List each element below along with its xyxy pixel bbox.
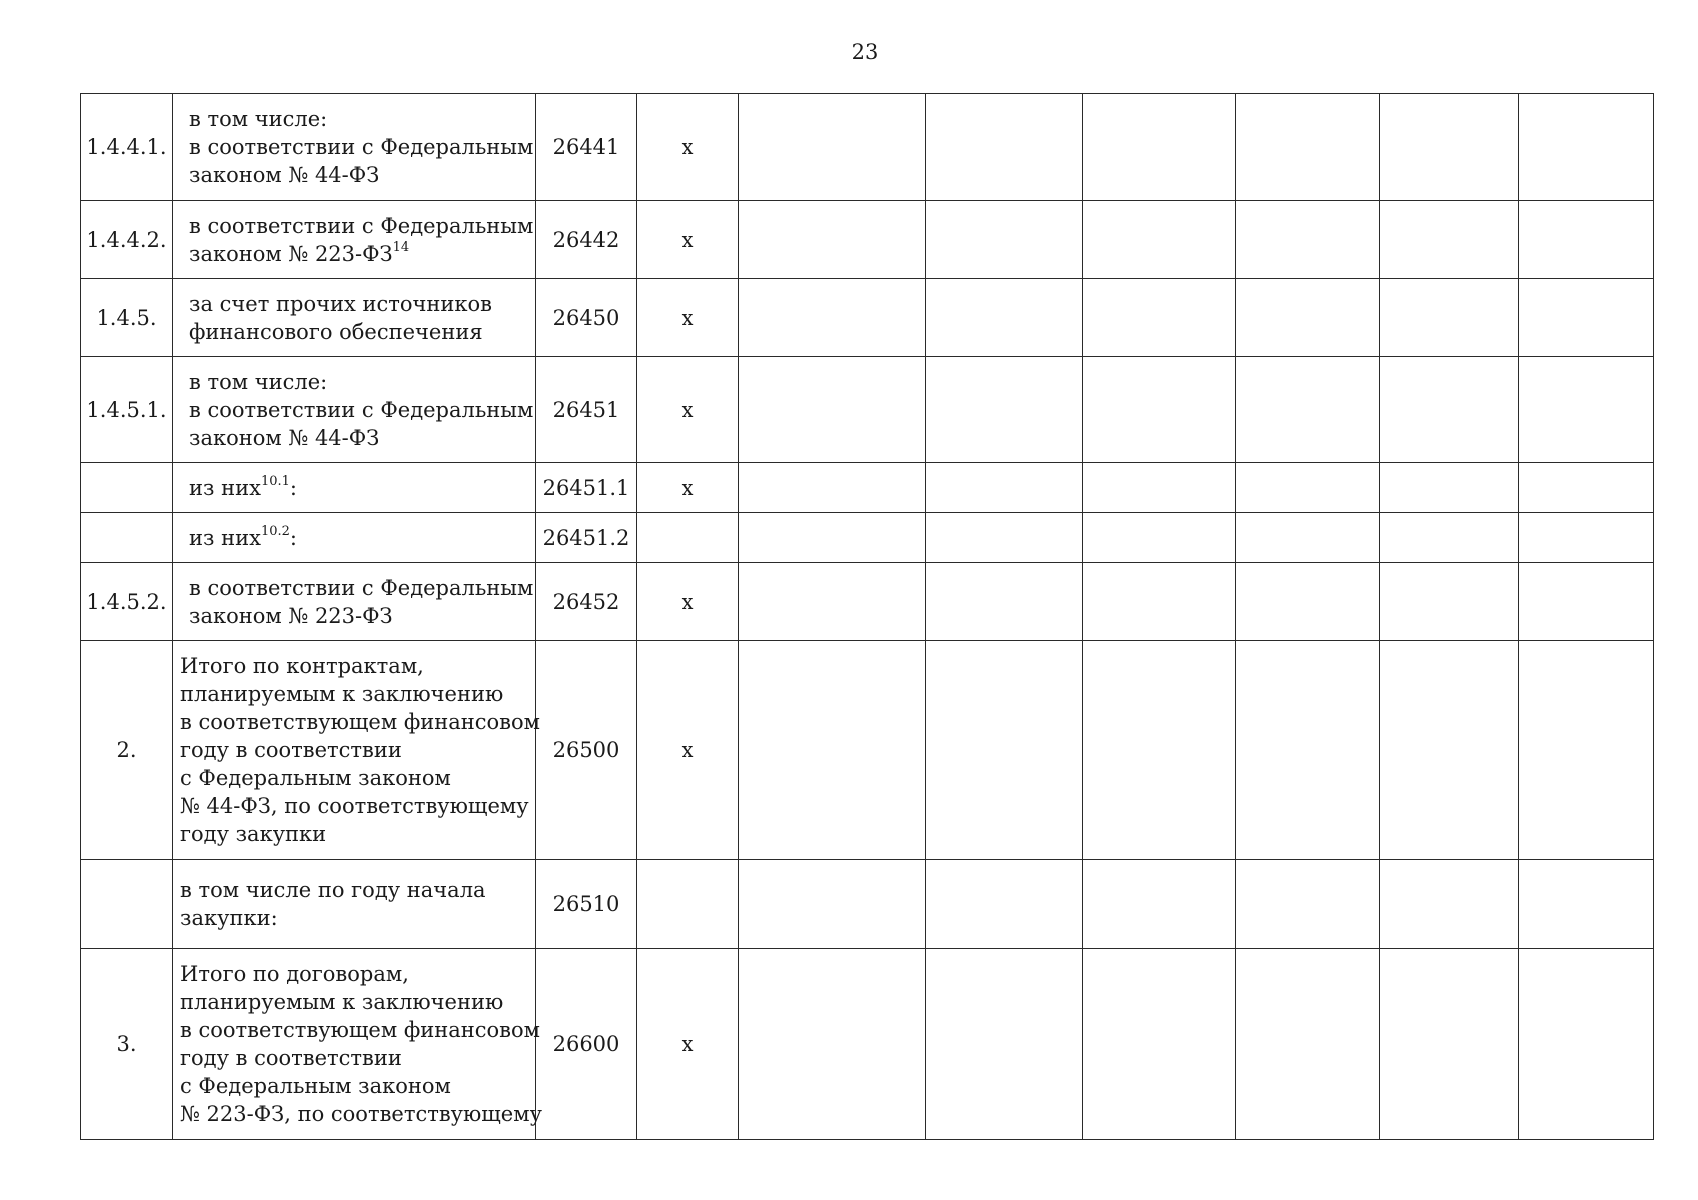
description-line: в том числе: xyxy=(189,107,328,131)
description-line: в соответствующем финансовом xyxy=(180,710,540,734)
empty-value-cell xyxy=(926,201,1083,279)
row-mark: x xyxy=(637,279,739,357)
empty-value-cell xyxy=(739,513,926,563)
row-description xyxy=(173,513,536,563)
empty-value-cell xyxy=(1236,563,1380,641)
empty-value-cell xyxy=(1236,94,1380,201)
row-mark xyxy=(637,860,739,949)
table-row xyxy=(81,563,1654,641)
row-code: 26441 xyxy=(536,94,637,201)
empty-value-cell xyxy=(1380,463,1519,513)
table-row xyxy=(81,860,1654,949)
description-line: № 44-ФЗ, по соответствующему xyxy=(180,794,529,818)
row-number: 1.4.5.1. xyxy=(81,357,173,463)
empty-value-cell xyxy=(1519,279,1654,357)
row-mark xyxy=(637,513,739,563)
empty-value-cell xyxy=(926,94,1083,201)
footnote-ref: 10.2 xyxy=(260,523,290,539)
description-line: году в соответствии xyxy=(180,738,402,762)
empty-value-cell xyxy=(926,357,1083,463)
row-code: 26442 xyxy=(536,201,637,279)
description-line: в соответствии с Федеральным xyxy=(189,213,534,238)
empty-value-cell xyxy=(1236,463,1380,513)
description-line: году в соответствии xyxy=(180,1046,402,1070)
description-line: из них$^{10.1}$: xyxy=(189,473,297,500)
row-description xyxy=(173,949,542,1140)
empty-value-cell xyxy=(739,357,926,463)
empty-value-cell xyxy=(1519,949,1654,1140)
empty-value-cell xyxy=(739,201,926,279)
footnote-ref: 10.1 xyxy=(260,473,290,489)
empty-value-cell xyxy=(1083,641,1236,860)
description-line: закупки: xyxy=(180,906,278,930)
table-row xyxy=(81,513,1654,563)
row-code: 26510 xyxy=(536,860,637,949)
table-row xyxy=(81,641,1654,860)
empty-value-cell xyxy=(1519,463,1654,513)
empty-value-cell xyxy=(1380,641,1519,860)
empty-value-cell xyxy=(1083,94,1236,201)
description-line: Итого по контрактам, xyxy=(180,654,424,678)
empty-value-cell xyxy=(1083,513,1236,563)
row-number: 2. xyxy=(81,641,173,860)
empty-value-cell xyxy=(1380,949,1519,1140)
empty-value-cell xyxy=(1380,563,1519,641)
empty-value-cell xyxy=(739,94,926,201)
empty-value-cell xyxy=(926,563,1083,641)
description-line: в соответствующем финансовом xyxy=(180,1018,540,1042)
empty-value-cell xyxy=(1380,201,1519,279)
row-mark: x xyxy=(637,463,739,513)
row-code: 26450 xyxy=(536,279,637,357)
page-number: 23 xyxy=(851,40,879,64)
empty-value-cell xyxy=(1236,357,1380,463)
row-description xyxy=(173,563,536,641)
row-number: 3. xyxy=(81,949,173,1140)
row-code: 26500 xyxy=(536,641,637,860)
empty-value-cell xyxy=(739,563,926,641)
empty-value-cell xyxy=(1519,357,1654,463)
table-row xyxy=(81,94,1654,201)
description-line: в соответствии с Федеральным xyxy=(189,575,534,600)
empty-value-cell xyxy=(1519,860,1654,949)
description-line: законом № 223-ФЗ$^{14}$ xyxy=(189,239,410,266)
description-line: в том числе по году начала xyxy=(180,878,486,902)
row-number xyxy=(81,463,173,513)
empty-value-cell xyxy=(926,949,1083,1140)
table-row xyxy=(81,463,1654,513)
row-number: 1.4.5.2. xyxy=(81,563,173,641)
description-line: планируемым к заключению xyxy=(180,682,504,706)
empty-value-cell xyxy=(739,949,926,1140)
description-line: законом № 44-ФЗ xyxy=(189,425,380,450)
empty-value-cell xyxy=(1083,463,1236,513)
row-code: 26600 xyxy=(536,949,637,1140)
empty-value-cell xyxy=(1380,279,1519,357)
row-description xyxy=(173,279,536,357)
empty-value-cell xyxy=(1236,860,1380,949)
empty-value-cell xyxy=(1380,513,1519,563)
row-mark: x xyxy=(637,94,739,201)
row-number xyxy=(81,860,173,949)
empty-value-cell xyxy=(1083,279,1236,357)
empty-value-cell xyxy=(926,279,1083,357)
empty-value-cell xyxy=(1519,201,1654,279)
row-code: 26452 xyxy=(536,563,637,641)
description-line: из них$^{10.2}$: xyxy=(189,523,297,550)
row-code: 26451 xyxy=(536,357,637,463)
table-row xyxy=(81,949,1654,1140)
empty-value-cell xyxy=(1083,201,1236,279)
empty-value-cell xyxy=(926,860,1083,949)
row-number: 1.4.4.2. xyxy=(81,201,173,279)
description-line: с Федеральным законом xyxy=(180,1074,451,1098)
row-mark: x xyxy=(637,357,739,463)
table-row xyxy=(81,201,1654,279)
description-line: с Федеральным законом xyxy=(180,766,451,790)
row-description xyxy=(173,860,536,949)
empty-value-cell xyxy=(926,513,1083,563)
empty-value-cell xyxy=(739,860,926,949)
row-number xyxy=(81,513,173,563)
row-mark: x xyxy=(637,563,739,641)
description-line: Итого по договорам, xyxy=(180,962,409,986)
description-line: в соответствии с Федеральным xyxy=(189,397,534,422)
empty-value-cell xyxy=(1380,357,1519,463)
row-description xyxy=(173,94,536,201)
description-line: финансового обеспечения xyxy=(189,319,483,344)
empty-value-cell xyxy=(1236,279,1380,357)
description-line: № 223-ФЗ, по соответствующему xyxy=(180,1102,542,1126)
empty-value-cell xyxy=(926,463,1083,513)
empty-value-cell xyxy=(1380,860,1519,949)
description-line: планируемым к заключению xyxy=(180,990,504,1014)
empty-value-cell xyxy=(1236,949,1380,1140)
row-description xyxy=(173,357,536,463)
description-line: законом № 44-ФЗ xyxy=(189,163,380,187)
row-description xyxy=(173,641,540,860)
description-line: законом № 223-ФЗ xyxy=(189,603,393,628)
description-line: за счет прочих источников xyxy=(189,291,492,316)
description-line: в соответствии с Федеральным xyxy=(189,135,534,159)
empty-value-cell xyxy=(1519,641,1654,860)
row-description xyxy=(173,201,536,279)
row-number: 1.4.4.1. xyxy=(81,94,173,201)
empty-value-cell xyxy=(1083,563,1236,641)
empty-value-cell xyxy=(1380,94,1519,201)
empty-value-cell xyxy=(739,641,926,860)
empty-value-cell xyxy=(1083,949,1236,1140)
footnote-ref: 14 xyxy=(392,239,410,255)
empty-value-cell xyxy=(926,641,1083,860)
empty-value-cell xyxy=(1236,201,1380,279)
row-mark: x xyxy=(637,641,739,860)
table-row xyxy=(81,279,1654,357)
description-line: в том числе: xyxy=(189,369,328,394)
empty-value-cell xyxy=(1519,94,1654,201)
description-line: году закупки xyxy=(180,822,327,846)
empty-value-cell xyxy=(739,463,926,513)
row-number: 1.4.5. xyxy=(81,279,173,357)
empty-value-cell xyxy=(739,279,926,357)
row-code: 26451.2 xyxy=(536,513,637,563)
table-body xyxy=(81,94,1654,1140)
empty-value-cell xyxy=(1083,860,1236,949)
empty-value-cell xyxy=(1236,513,1380,563)
report-table xyxy=(80,93,1654,1140)
row-description xyxy=(173,463,536,513)
table-row xyxy=(81,357,1654,463)
empty-value-cell xyxy=(1083,357,1236,463)
empty-value-cell xyxy=(1519,563,1654,641)
row-mark: x xyxy=(637,949,739,1140)
row-code: 26451.1 xyxy=(536,463,637,513)
empty-value-cell xyxy=(1519,513,1654,563)
row-mark: x xyxy=(637,201,739,279)
empty-value-cell xyxy=(1236,641,1380,860)
